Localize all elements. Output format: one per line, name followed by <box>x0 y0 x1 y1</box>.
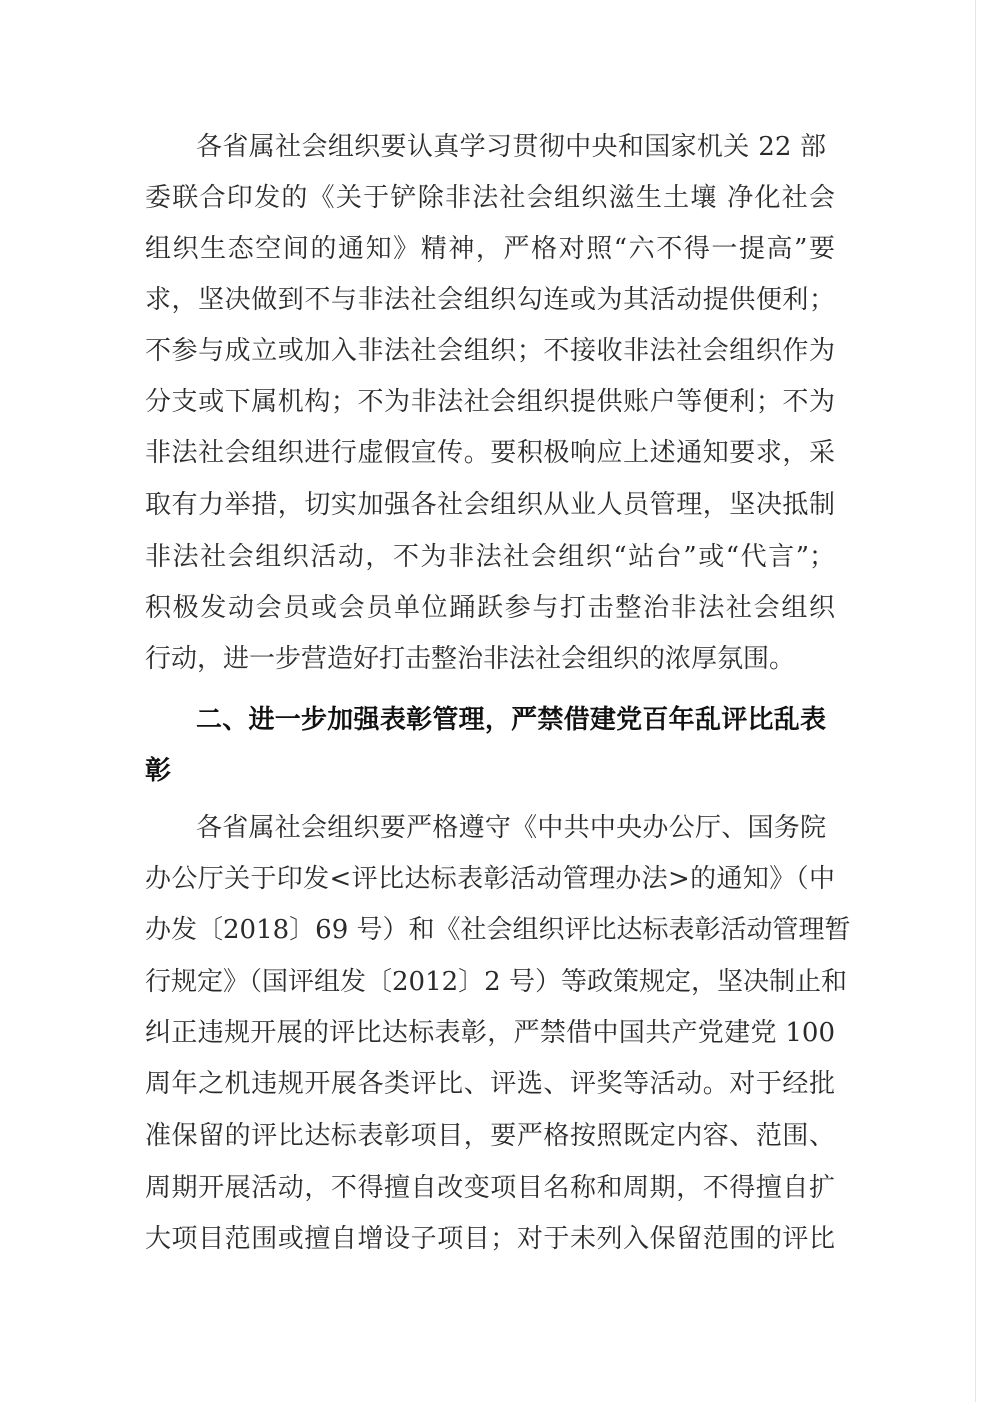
paragraph-1-line: 行动，进一步营造好打击整治非法社会组织的浓厚氛围。 <box>145 644 796 674</box>
paragraph-2-line: 周年之机违规开展各类评比、评选、评奖等活动。对于经批 <box>145 1069 835 1099</box>
paragraph-2-line: 大项目范围或擅自增设子项目；对于未列入保留范围的评比 <box>145 1224 835 1254</box>
paragraph-1-line: 各省属社会组织要认真学习贯彻中央和国家机关 22 部 <box>196 132 826 162</box>
scan-edge <box>975 0 976 1402</box>
paragraph-2-line: 行规定》（国评组发〔2012〕2 号）等政策规定，坚决制止和 <box>145 967 847 997</box>
section-heading: 彰 <box>145 756 172 786</box>
paragraph-1-line: 求，坚决做到不与非法社会组织勾连或为其活动提供便利； <box>145 285 835 315</box>
paragraph-2-line: 纠正违规开展的评比达标表彰，严禁借中国共产党建党 100 <box>145 1018 835 1048</box>
paragraph-1-line: 非法社会组织活动，不为非法社会组织“站台”或“代言”； <box>145 542 835 572</box>
paragraph-2-line: 办公厅关于印发<评比达标表彰活动管理办法>的通知》（中 <box>145 864 835 894</box>
paragraph-2-line: 周期开展活动，不得擅自改变项目名称和周期，不得擅自扩 <box>145 1173 835 1203</box>
paragraph-1-line: 取有力举措，切实加强各社会组织从业人员管理，坚决抵制 <box>145 490 835 520</box>
section-heading: 二、进一步加强表彰管理，严禁借建党百年乱评比乱表 <box>196 705 826 735</box>
paragraph-2-line: 办发〔2018〕69 号）和《社会组织评比达标表彰活动管理暂 <box>145 915 851 945</box>
paragraph-2-line: 准保留的评比达标表彰项目，要严格按照既定内容、范围、 <box>145 1121 835 1151</box>
paragraph-2-line: 各省属社会组织要严格遵守《中共中央办公厅、国务院 <box>196 813 826 843</box>
paragraph-1-line: 非法社会组织进行虚假宣传。要积极响应上述通知要求，采 <box>145 438 835 468</box>
paragraph-1-line: 组织生态空间的通知》精神，严格对照“六不得一提高”要 <box>145 234 835 264</box>
paragraph-1-line: 分支或下属机构；不为非法社会组织提供账户等便利；不为 <box>145 387 835 417</box>
paragraph-1-line: 积极发动会员或会员单位踊跃参与打击整治非法社会组织 <box>145 593 835 623</box>
paragraph-1-line: 不参与成立或加入非法社会组织；不接收非法社会组织作为 <box>145 336 835 366</box>
paragraph-1-line: 委联合印发的《关于铲除非法社会组织滋生土壤 净化社会 <box>145 183 835 213</box>
